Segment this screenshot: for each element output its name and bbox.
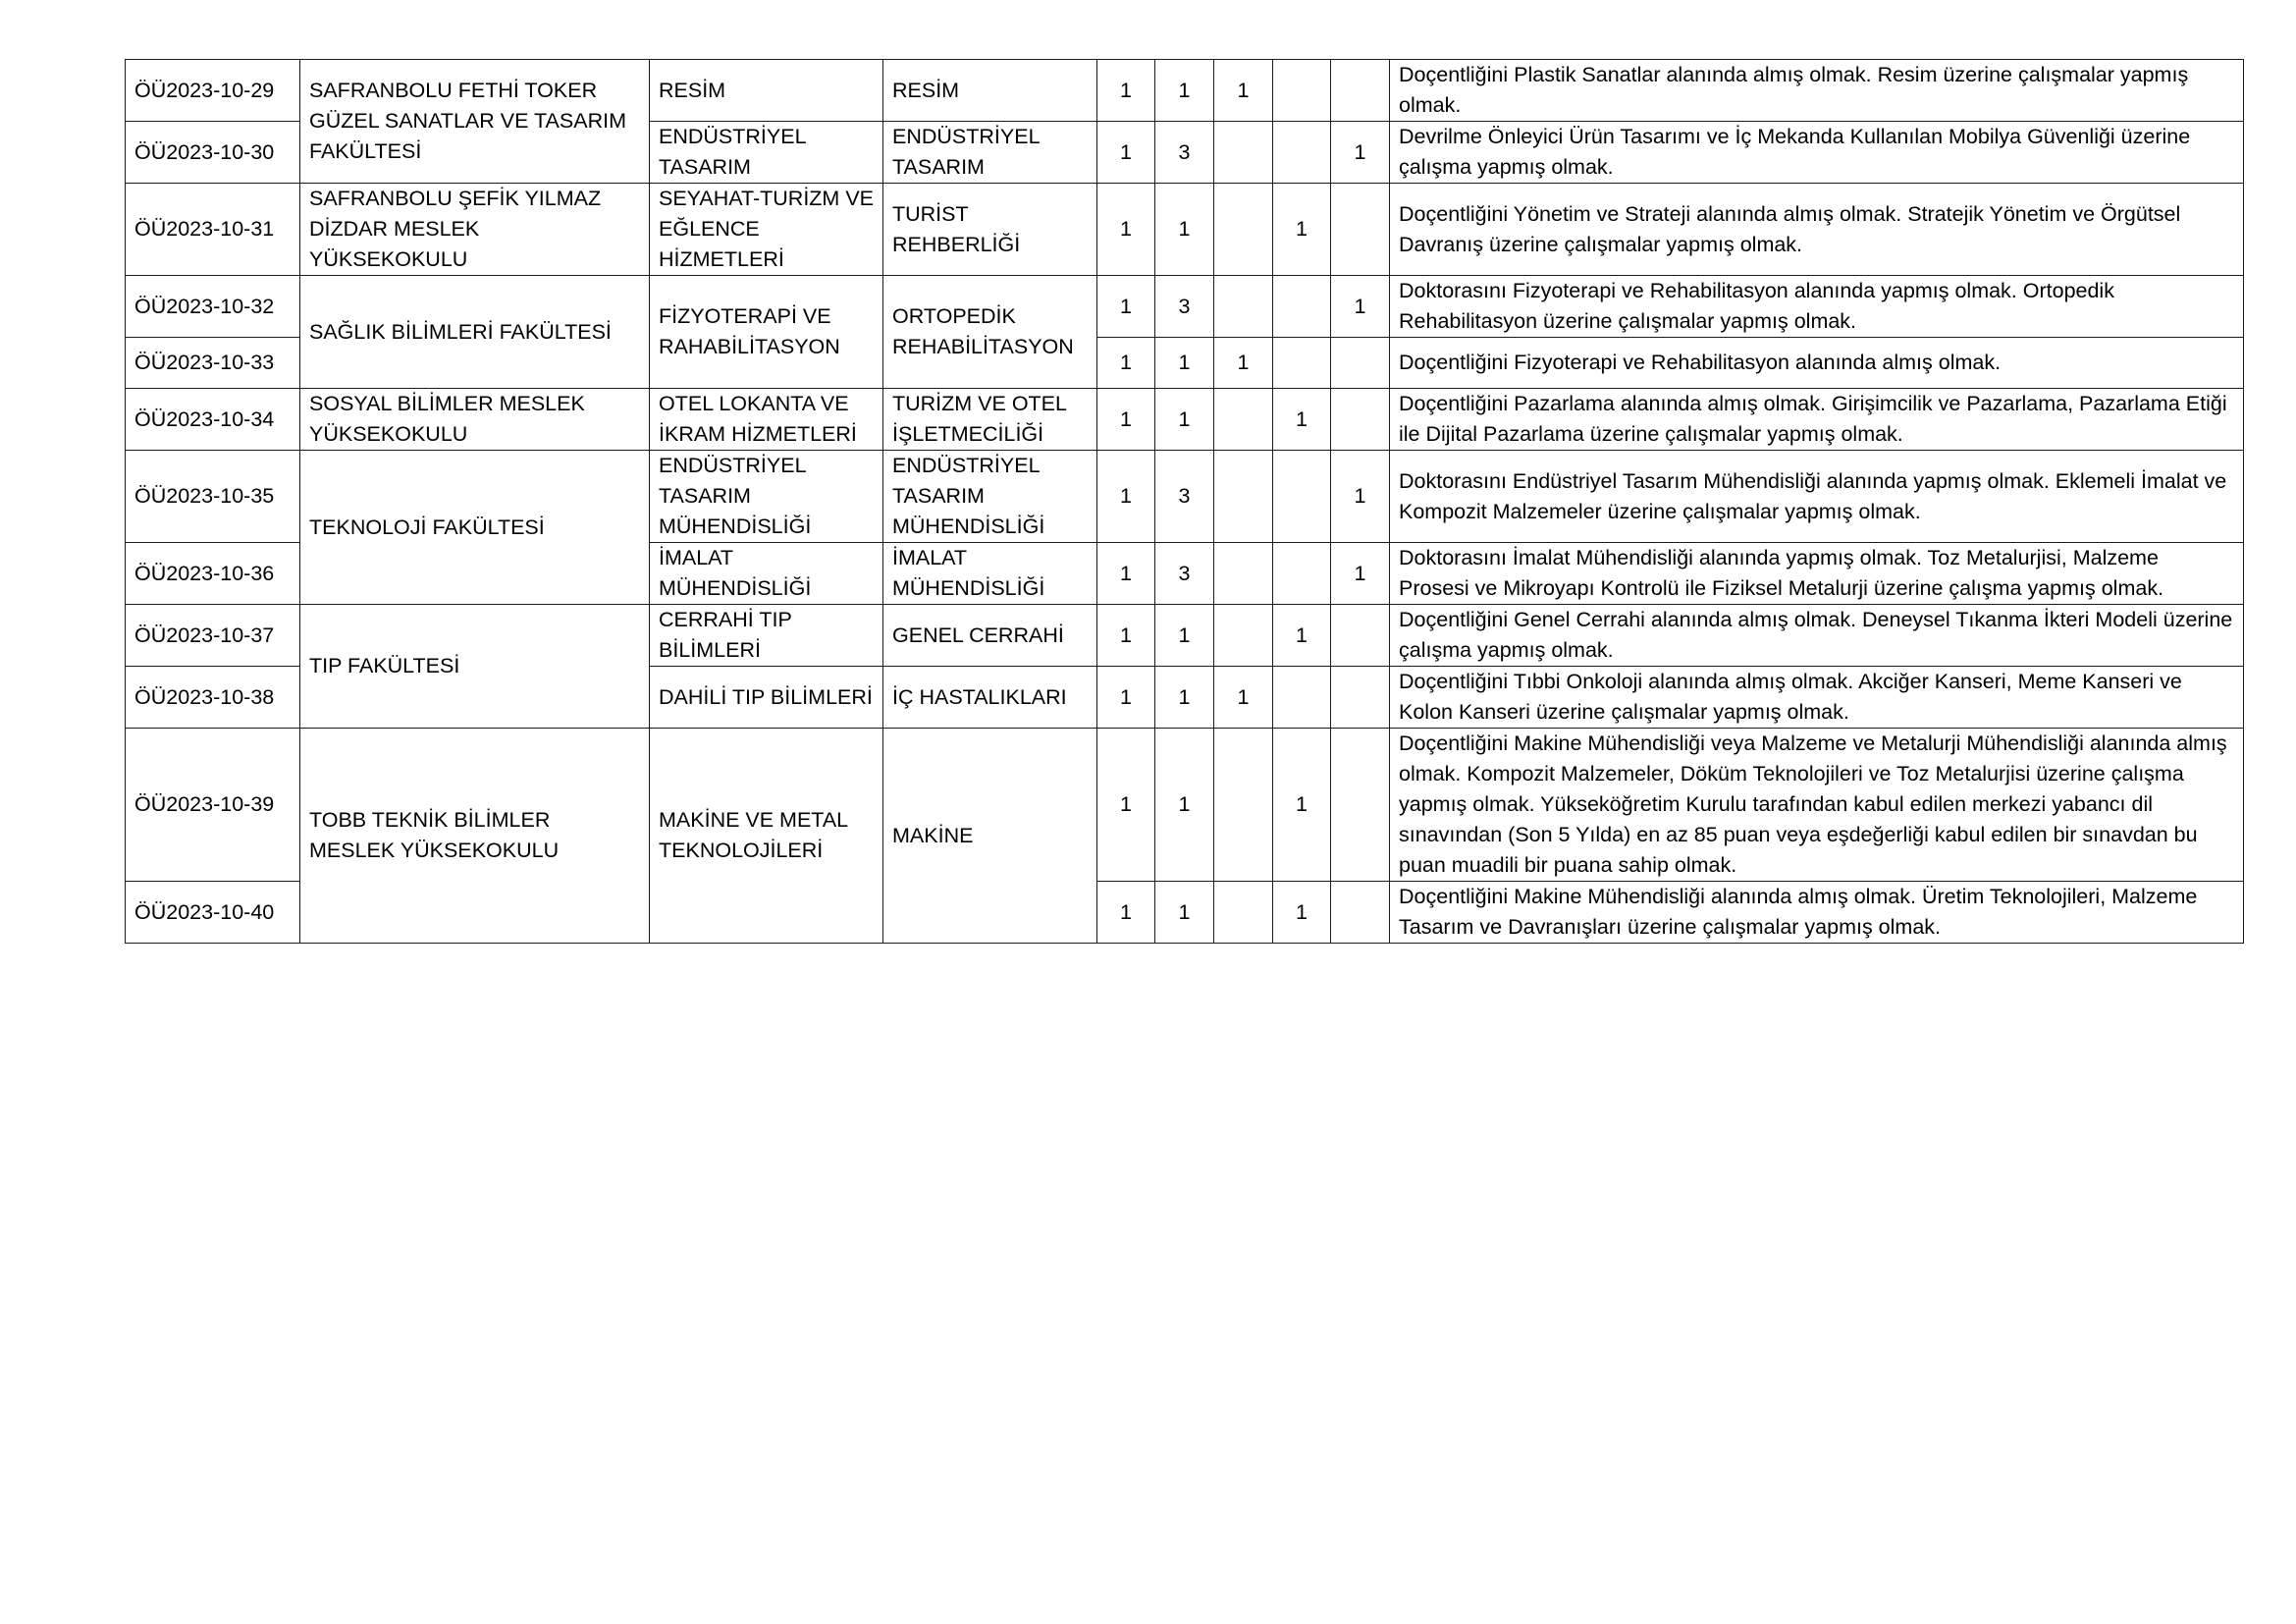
requirement-cell: Devrilme Önleyici Ürün Tasarımı ve İç Mekanda Kullanılan Mobilya Güvenliği üzerine çalışma yapmış olmak. bbox=[1390, 122, 2244, 184]
count-cell: 1 bbox=[1097, 882, 1155, 944]
department-cell: ENDÜSTRİYEL TASARIM bbox=[650, 122, 883, 184]
count-cell: 3 bbox=[1155, 122, 1214, 184]
count-cell: 3 bbox=[1155, 543, 1214, 605]
count-cell bbox=[1273, 60, 1331, 122]
unit-cell: TIP FAKÜLTESİ bbox=[300, 605, 650, 729]
position-code: ÖÜ2023-10-35 bbox=[126, 451, 300, 543]
unit-cell: TOBB TEKNİK BİLİMLER MESLEK YÜKSEKOKULU bbox=[300, 729, 650, 944]
count-cell bbox=[1214, 122, 1273, 184]
count-cell: 3 bbox=[1155, 451, 1214, 543]
count-cell: 1 bbox=[1273, 882, 1331, 944]
program-cell: RESİM bbox=[883, 60, 1097, 122]
count-cell bbox=[1273, 276, 1331, 338]
position-code: ÖÜ2023-10-34 bbox=[126, 389, 300, 451]
count-cell bbox=[1214, 184, 1273, 276]
unit-cell: SAFRANBOLU ŞEFİK YILMAZ DİZDAR MESLEK YÜKSEKOKULU bbox=[300, 184, 650, 276]
count-cell bbox=[1273, 667, 1331, 729]
count-cell: 1 bbox=[1273, 184, 1331, 276]
position-code: ÖÜ2023-10-39 bbox=[126, 729, 300, 882]
program-cell: ORTOPEDİK REHABİLİTASYON bbox=[883, 276, 1097, 389]
count-cell: 1 bbox=[1155, 882, 1214, 944]
requirement-cell: Doktorasını İmalat Mühendisliği alanında yapmış olmak. Toz Metalurjisi, Malzeme Prosesi ve Mikroyapı Kontrolü ile Fiziksel Metalurji üzerine çalışma yapmış olmak. bbox=[1390, 543, 2244, 605]
count-cell: 1 bbox=[1155, 389, 1214, 451]
count-cell bbox=[1214, 276, 1273, 338]
count-cell bbox=[1214, 882, 1273, 944]
count-cell bbox=[1331, 667, 1390, 729]
count-cell bbox=[1331, 729, 1390, 882]
table-row bbox=[126, 389, 2244, 451]
count-cell: 1 bbox=[1155, 338, 1214, 389]
requirement-cell: Doçentliğini Makine Mühendisliği alanında almış olmak. Üretim Teknolojileri, Malzeme Tasarım ve Davranışları üzerine çalışmalar yapmış olmak. bbox=[1390, 882, 2244, 944]
program-cell: İMALAT MÜHENDİSLİĞİ bbox=[883, 543, 1097, 605]
count-cell: 1 bbox=[1214, 60, 1273, 122]
unit-cell: SAĞLIK BİLİMLERİ FAKÜLTESİ bbox=[300, 276, 650, 389]
count-cell: 1 bbox=[1097, 543, 1155, 605]
position-code: ÖÜ2023-10-37 bbox=[126, 605, 300, 667]
position-code: ÖÜ2023-10-38 bbox=[126, 667, 300, 729]
department-cell: ENDÜSTRİYEL TASARIM MÜHENDİSLİĞİ bbox=[650, 451, 883, 543]
table-row bbox=[126, 451, 2244, 543]
count-cell: 1 bbox=[1331, 451, 1390, 543]
count-cell bbox=[1331, 184, 1390, 276]
position-code: ÖÜ2023-10-33 bbox=[126, 338, 300, 389]
count-cell: 1 bbox=[1331, 122, 1390, 184]
requirement-cell: Doçentliğini Genel Cerrahi alanında almış olmak. Deneysel Tıkanma İkteri Modeli üzerine çalışma yapmış olmak. bbox=[1390, 605, 2244, 667]
count-cell bbox=[1331, 605, 1390, 667]
department-cell: SEYAHAT-TURİZM VE EĞLENCE HİZMETLERİ bbox=[650, 184, 883, 276]
count-cell bbox=[1331, 60, 1390, 122]
count-cell bbox=[1273, 338, 1331, 389]
department-cell: İMALAT MÜHENDİSLİĞİ bbox=[650, 543, 883, 605]
table-row bbox=[126, 605, 2244, 667]
count-cell bbox=[1214, 605, 1273, 667]
count-cell: 1 bbox=[1155, 667, 1214, 729]
count-cell: 3 bbox=[1155, 276, 1214, 338]
program-cell: TURİZM VE OTEL İŞLETMECİLİĞİ bbox=[883, 389, 1097, 451]
program-cell: MAKİNE bbox=[883, 729, 1097, 944]
count-cell: 1 bbox=[1097, 276, 1155, 338]
unit-cell: TEKNOLOJİ FAKÜLTESİ bbox=[300, 451, 650, 605]
table-row bbox=[126, 60, 2244, 122]
count-cell: 1 bbox=[1097, 338, 1155, 389]
program-cell: İÇ HASTALIKLARI bbox=[883, 667, 1097, 729]
count-cell: 1 bbox=[1097, 729, 1155, 882]
department-cell: MAKİNE VE METAL TEKNOLOJİLERİ bbox=[650, 729, 883, 944]
department-cell: RESİM bbox=[650, 60, 883, 122]
program-cell: TURİST REHBERLİĞİ bbox=[883, 184, 1097, 276]
position-code: ÖÜ2023-10-29 bbox=[126, 60, 300, 122]
count-cell bbox=[1273, 543, 1331, 605]
requirement-cell: Doçentliğini Makine Mühendisliği veya Malzeme ve Metalurji Mühendisliği alanında almış olmak. Kompozit Malzemeler, Döküm Teknolojileri ve Toz Metalurjisi üzerine çalışma yapmış olmak. Yükseköğretim Kurulu tarafından kabul edilen merkezi yabancı dil sınavından (Son 5 Yılda) en az 85 puan veya eşdeğerliği kabul edilen bir sınavdan bu puan muadili bir puana sahip olmak. bbox=[1390, 729, 2244, 882]
count-cell: 1 bbox=[1273, 729, 1331, 882]
count-cell: 1 bbox=[1273, 389, 1331, 451]
count-cell bbox=[1273, 122, 1331, 184]
count-cell bbox=[1331, 338, 1390, 389]
requirement-cell: Doçentliğini Fizyoterapi ve Rehabilitasyon alanında almış olmak. bbox=[1390, 338, 2244, 389]
position-code: ÖÜ2023-10-32 bbox=[126, 276, 300, 338]
requirement-cell: Doçentliğini Plastik Sanatlar alanında almış olmak. Resim üzerine çalışmalar yapmış olmak. bbox=[1390, 60, 2244, 122]
count-cell: 1 bbox=[1331, 543, 1390, 605]
count-cell: 1 bbox=[1155, 605, 1214, 667]
table-row bbox=[126, 729, 2244, 882]
department-cell: OTEL LOKANTA VE İKRAM HİZMETLERİ bbox=[650, 389, 883, 451]
count-cell bbox=[1214, 389, 1273, 451]
department-cell: DAHİLİ TIP BİLİMLERİ bbox=[650, 667, 883, 729]
department-cell: FİZYOTERAPİ VE RAHABİLİTASYON bbox=[650, 276, 883, 389]
count-cell bbox=[1331, 389, 1390, 451]
count-cell: 1 bbox=[1155, 60, 1214, 122]
program-cell: ENDÜSTRİYEL TASARIM MÜHENDİSLİĞİ bbox=[883, 451, 1097, 543]
department-cell: CERRAHİ TIP BİLİMLERİ bbox=[650, 605, 883, 667]
count-cell: 1 bbox=[1273, 605, 1331, 667]
count-cell bbox=[1214, 451, 1273, 543]
count-cell: 1 bbox=[1097, 605, 1155, 667]
count-cell: 1 bbox=[1214, 667, 1273, 729]
position-code: ÖÜ2023-10-40 bbox=[126, 882, 300, 944]
count-cell: 1 bbox=[1097, 184, 1155, 276]
requirement-cell: Doktorasını Endüstriyel Tasarım Mühendisliği alanında yapmış olmak. Eklemeli İmalat ve Kompozit Malzemeler üzerine çalışmalar yapmış olmak. bbox=[1390, 451, 2244, 543]
position-code: ÖÜ2023-10-31 bbox=[126, 184, 300, 276]
count-cell: 1 bbox=[1214, 338, 1273, 389]
unit-cell: SAFRANBOLU FETHİ TOKER GÜZEL SANATLAR VE TASARIM FAKÜLTESİ bbox=[300, 60, 650, 184]
program-cell: GENEL CERRAHİ bbox=[883, 605, 1097, 667]
count-cell bbox=[1214, 543, 1273, 605]
count-cell bbox=[1273, 451, 1331, 543]
requirement-cell: Doktorasını Fizyoterapi ve Rehabilitasyon alanında yapmış olmak. Ortopedik Rehabilitasyon üzerine çalışmalar yapmış olmak. bbox=[1390, 276, 2244, 338]
count-cell: 1 bbox=[1155, 184, 1214, 276]
position-code: ÖÜ2023-10-36 bbox=[126, 543, 300, 605]
position-code: ÖÜ2023-10-30 bbox=[126, 122, 300, 184]
positions-table bbox=[125, 59, 2244, 944]
table-row bbox=[126, 184, 2244, 276]
count-cell: 1 bbox=[1097, 122, 1155, 184]
program-cell: ENDÜSTRİYEL TASARIM bbox=[883, 122, 1097, 184]
count-cell: 1 bbox=[1097, 451, 1155, 543]
count-cell: 1 bbox=[1097, 60, 1155, 122]
count-cell: 1 bbox=[1155, 729, 1214, 882]
unit-cell: SOSYAL BİLİMLER MESLEK YÜKSEKOKULU bbox=[300, 389, 650, 451]
count-cell: 1 bbox=[1331, 276, 1390, 338]
table-row bbox=[126, 276, 2244, 338]
count-cell bbox=[1331, 882, 1390, 944]
requirement-cell: Doçentliğini Tıbbi Onkoloji alanında almış olmak. Akciğer Kanseri, Meme Kanseri ve Kolon Kanseri üzerine çalışmalar yapmış olmak. bbox=[1390, 667, 2244, 729]
count-cell: 1 bbox=[1097, 389, 1155, 451]
requirement-cell: Doçentliğini Yönetim ve Strateji alanında almış olmak. Stratejik Yönetim ve Örgütsel Davranış üzerine çalışmalar yapmış olmak. bbox=[1390, 184, 2244, 276]
requirement-cell: Doçentliğini Pazarlama alanında almış olmak. Girişimcilik ve Pazarlama, Pazarlama Etiği ile Dijital Pazarlama üzerine çalışmalar yapmış olmak. bbox=[1390, 389, 2244, 451]
count-cell bbox=[1214, 729, 1273, 882]
count-cell: 1 bbox=[1097, 667, 1155, 729]
